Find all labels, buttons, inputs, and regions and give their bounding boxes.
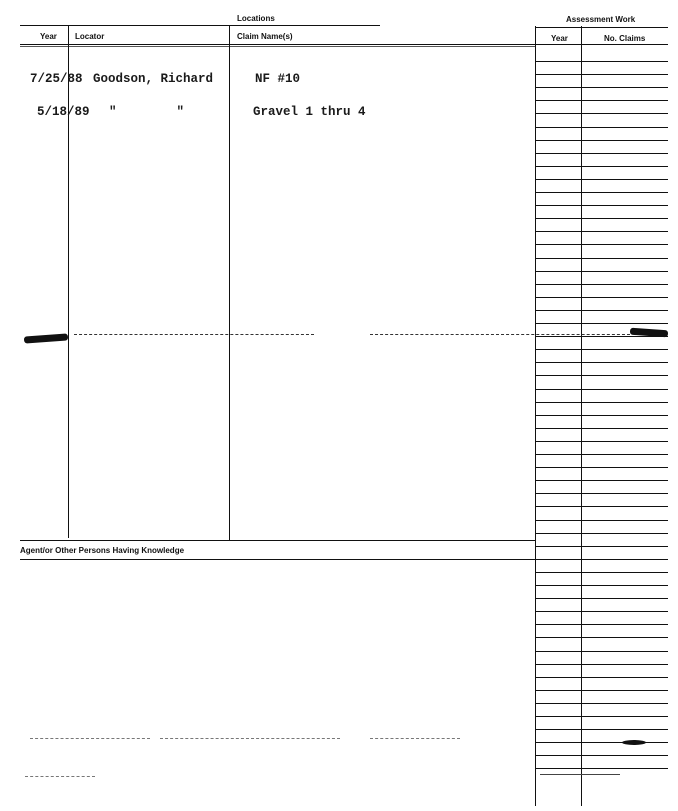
assessment-ruled-line [535, 74, 668, 75]
entry-year: 5/18/89 [37, 105, 90, 119]
assessment-ruled-line [535, 153, 668, 154]
agent-section-rule [20, 559, 535, 560]
assessment-ruled-line [535, 428, 668, 429]
locator-column-header: Locator [75, 32, 105, 41]
assessment-ruled-line [535, 624, 668, 625]
header-separator [20, 44, 668, 45]
faint-rule [370, 738, 460, 739]
assessment-ruled-line [535, 375, 668, 376]
assessment-ruled-line [535, 467, 668, 468]
locations-top-rule [20, 25, 380, 26]
assessment-ruled-line [535, 61, 668, 62]
assessment-ruled-line [535, 611, 668, 612]
assessment-ruled-line [535, 362, 668, 363]
faint-rule [25, 776, 95, 777]
assessment-ruled-line [535, 297, 668, 298]
bottom-scribble [540, 774, 620, 775]
entry-claim-name: Gravel 1 thru 4 [253, 105, 366, 119]
assessment-ruled-line [535, 506, 668, 507]
assessment-ruled-line [535, 742, 668, 743]
assessment-ruled-line [535, 454, 668, 455]
locations-section-title: Locations [237, 14, 275, 23]
assessment-ruled-line [535, 100, 668, 101]
assessment-ruled-line [535, 402, 668, 403]
entry-claim-name: NF #10 [255, 72, 301, 86]
assessment-ruled-line [535, 559, 668, 560]
entry-locator: Goodson, Richard [93, 72, 214, 86]
assessment-ruled-line [535, 310, 668, 311]
assessment-ruled-line [535, 87, 668, 88]
assessment-ruled-line [535, 113, 668, 114]
assessment-ruled-line [535, 480, 668, 481]
assessment-ruled-line [535, 323, 668, 324]
assessment-ruled-line [535, 637, 668, 638]
assessment-ruled-line [535, 546, 668, 547]
assessment-year-column-header: Year [551, 34, 568, 43]
assessment-ruled-line [535, 244, 668, 245]
fold-line [74, 334, 314, 335]
assessment-ruled-line [535, 585, 668, 586]
assessment-ruled-line [535, 598, 668, 599]
assessment-ruled-line [535, 271, 668, 272]
entry-year: 7/25/88 [30, 72, 83, 86]
fold-line [370, 334, 630, 335]
claim-names-column-header: Claim Name(s) [237, 32, 293, 41]
assessment-ruled-line [535, 703, 668, 704]
assessment-ruled-line [535, 415, 668, 416]
locations-bottom-rule [20, 540, 535, 541]
assessment-ruled-line [535, 716, 668, 717]
agent-section-title: Agent/or Other Persons Having Knowledge [20, 546, 185, 555]
assessment-ruled-line [535, 690, 668, 691]
header-separator-secondary [20, 46, 535, 47]
assessment-ruled-line [535, 441, 668, 442]
assessment-ruled-line [535, 768, 668, 769]
left-binding-mark [24, 333, 68, 343]
assessment-ruled-line [535, 192, 668, 193]
assessment-ruled-line [535, 205, 668, 206]
assessment-ruled-line [535, 389, 668, 390]
assessment-work-section-title: Assessment Work [566, 15, 636, 24]
assessment-ruled-line [535, 533, 668, 534]
assessment-ruled-line [535, 349, 668, 350]
entry-locator: " " [109, 105, 185, 119]
assessment-ruled-line [535, 664, 668, 665]
assessment-ruled-line [535, 166, 668, 167]
assessment-ruled-line [535, 755, 668, 756]
assessment-ruled-line [535, 127, 668, 128]
faint-rule [160, 738, 340, 739]
assessment-ruled-line [535, 520, 668, 521]
faint-rule [30, 738, 150, 739]
assessment-ruled-line [535, 218, 668, 219]
assessment-claims-column-header: No. Claims [604, 34, 646, 43]
assessment-ruled-line [535, 336, 668, 337]
assessment-ruled-line [535, 729, 668, 730]
locator-claim-divider [229, 26, 230, 540]
assessment-ruled-line [535, 231, 668, 232]
assessment-ruled-line [535, 179, 668, 180]
year-column-header: Year [40, 32, 57, 41]
assessment-top-rule [535, 27, 668, 28]
assessment-ruled-line [535, 258, 668, 259]
year-locator-divider [68, 26, 69, 538]
assessment-ruled-line [535, 284, 668, 285]
assessment-ruled-line [535, 651, 668, 652]
assessment-ruled-line [535, 677, 668, 678]
assessment-ruled-line [535, 140, 668, 141]
assessment-ruled-line [535, 572, 668, 573]
assessment-ruled-line [535, 493, 668, 494]
